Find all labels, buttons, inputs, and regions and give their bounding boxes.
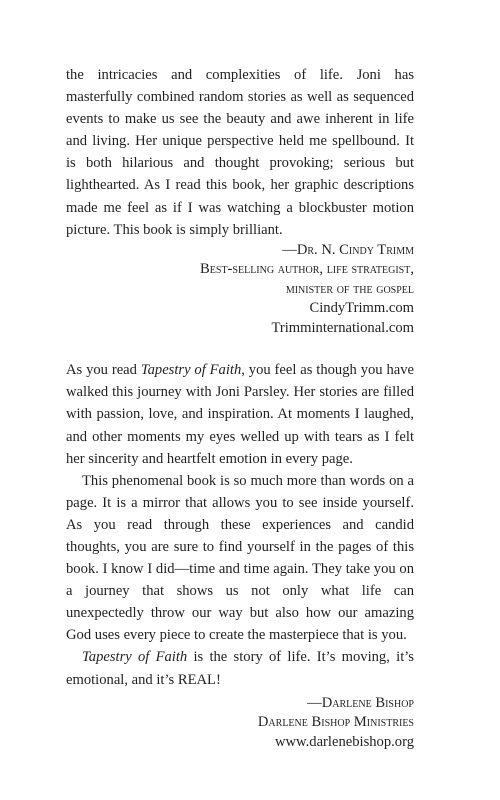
endorsement-1-title-line-1: Best-selling author, life strategist, bbox=[200, 261, 414, 278]
endorsement-2-paragraph-2: This phenomenal book is so much more than words on a page. It is a mirror that allows you to see inside yourself. As you read through these experiences and candid thoughts, you are sure to find yourself in the pages of this book. I know I did—time and time again. They take you on a journey that shows us not only what life can unexpectedly throw our way but also how our amazing God uses every piece to create the masterpiece that is you. bbox=[66, 472, 414, 644]
endorsement-1-body: the intricacies and complexities of life. Joni has masterfully combined random stories as well as sequenced events to make us see the beauty and awe inherent in life and living. Her unique perspective held me spellbound. It is both hilarious and thought provoking; serious but lighthearted. As I read this book, her graphic descriptions made me feel as if I was watching a blockbuster motion picture. This book is simply brilliant. bbox=[66, 67, 414, 238]
endorsement-2-paragraph-3 bbox=[66, 646, 414, 690]
section-spacer bbox=[66, 338, 414, 359]
endorsement-2-p1-lead: As you read bbox=[66, 362, 141, 379]
endorsement-2-p1-rest: , you feel as though you have walked this journey with Joni Parsley. Her stories are filled with passion, love, and inspiration. At moments I laughed, and other moments my eyes welled up with tears as I felt her sincerity and heartfelt emotion in every page. bbox=[66, 362, 414, 467]
endorsement-2-organization: Darlene Bishop Ministries bbox=[257, 714, 414, 731]
endorsement-2-attribution bbox=[66, 694, 414, 753]
endorsement-2-author: —Darlene Bishop bbox=[307, 694, 414, 711]
endorsement-1-author: —Dr. N. Cindy Trimm bbox=[282, 241, 414, 258]
endorsement-2-p3-book-title: Tapestry of Faith bbox=[82, 649, 188, 666]
endorsement-2-p3-rest: is the story of life. It’s moving, it’s emotional, and it’s REAL! bbox=[66, 649, 414, 688]
endorsement-2-p1-book-title: Tapestry of Faith bbox=[140, 362, 242, 379]
endorsement-1-title-line-2: minister of the gospel bbox=[285, 280, 414, 297]
endorsement-1-website-1: CindyTrimm.com bbox=[309, 300, 414, 317]
endorsement-1-website-2: Trimminternational.com bbox=[271, 319, 414, 336]
endorsement-2-paragraph-1 bbox=[66, 359, 414, 469]
endorsement-1-attribution bbox=[66, 241, 414, 339]
endorsement-2-website: www.darlenebishop.org bbox=[274, 733, 414, 750]
book-page bbox=[66, 64, 414, 752]
